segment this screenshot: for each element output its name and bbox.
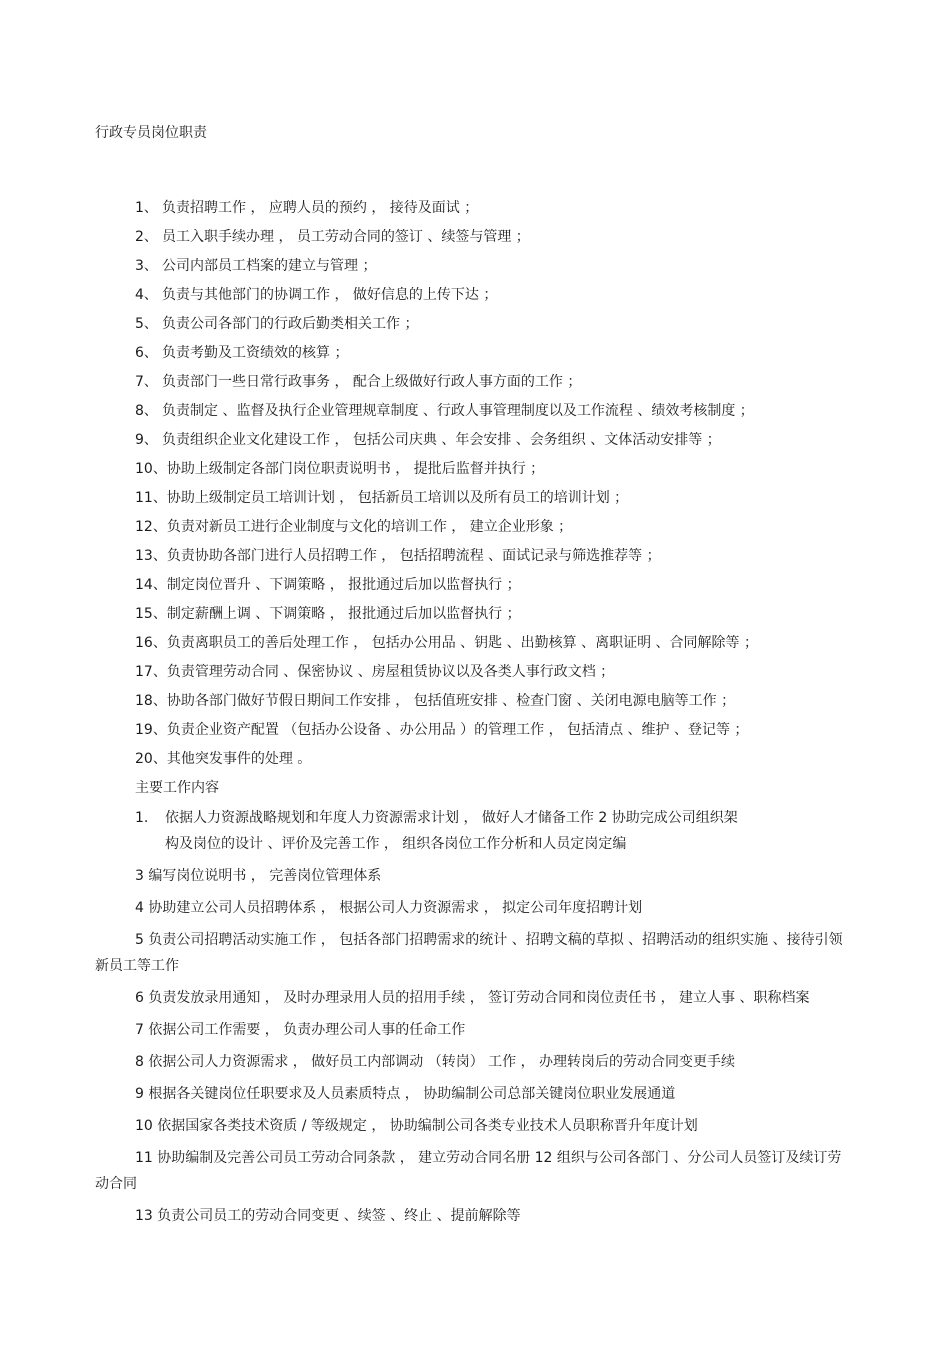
paragraph: 8 依据公司人力资源需求 ， 做好员工内部调动 （转岗） 工作 ， 办理转岗后的劳动合同变更手续: [135, 1054, 736, 1070]
item-text: 协助各部门做好节假日期间工作安排 ， 包括值班安排 、检查门窗 、关闭电源电脑等工作 ；: [166, 693, 736, 709]
list-item: [135, 662, 925, 691]
list-item: [135, 401, 925, 430]
item-number: 1、: [135, 200, 158, 216]
duties-list: [135, 198, 925, 778]
item-number: 12、: [135, 519, 167, 535]
item-text: 负责组织企业文化建设工作 ， 包括公司庆典 、年会安排 、会务组织 、文体活动安排等 ；: [162, 432, 721, 448]
item-number: 17、: [135, 664, 167, 680]
list-item: [135, 575, 925, 604]
list-item: [135, 285, 925, 314]
paragraph: 3 编写岗位说明书 ， 完善岗位管理体系: [135, 868, 382, 884]
paragraph: 10 依据国家各类技术资质 / 等级规定 ， 协助编制公司各类专业技术人员职称晋升年度计划: [135, 1118, 698, 1134]
item-number: 20、: [135, 751, 167, 767]
paragraph-line: 依据人力资源战略规划和年度人力资源需求计划 ， 做好人才储备工作 2 协助完成公司组织架: [165, 810, 738, 826]
paragraph: 6 负责发放录用通知 ， 及时办理录用人员的招用手续 ， 签订劳动合同和岗位责任书 ， 建立人事 、职称档案: [135, 990, 810, 1006]
item-text: 负责与其他部门的协调工作 ， 做好信息的上传下达 ；: [162, 287, 498, 303]
main-work-content: [95, 805, 845, 1229]
item-number: 9、: [135, 432, 158, 448]
list-item: [135, 256, 925, 285]
paragraph: 9 根据各关键岗位任职要求及人员素质特点 ， 协助编制公司总部关键岗位职业发展通道: [135, 1086, 676, 1102]
paragraph: 7 依据公司工作需要 ， 负责办理公司人事的任命工作: [135, 1022, 466, 1038]
item-text: 负责公司各部门的行政后勤类相关工作 ；: [162, 316, 419, 332]
item-number: 16、: [135, 635, 167, 651]
document-title: 行政专员岗位职责: [95, 125, 207, 141]
item-number: 13、: [135, 548, 167, 564]
item-text: 负责对新员工进行企业制度与文化的培训工作 ， 建立企业形象 ；: [166, 519, 573, 535]
item-text: 负责协助各部门进行人员招聘工作 ， 包括招聘流程 、面试记录与筛选推荐等 ；: [166, 548, 661, 564]
item-text: 负责部门一些日常行政事务 ， 配合上级做好行政人事方面的工作 ；: [162, 374, 582, 390]
item-number: 4、: [135, 287, 158, 303]
list-item: [135, 198, 925, 227]
item-number: 2、: [135, 229, 158, 245]
list-item: [135, 343, 925, 372]
list-item: [135, 372, 925, 401]
list-item: [135, 546, 925, 575]
item-text: 负责考勤及工资绩效的核算 ；: [162, 345, 349, 361]
list-item: [135, 314, 925, 343]
list-item: [135, 720, 925, 749]
paragraph: 13 负责公司员工的劳动合同变更 、续签 、终止 、提前解除等: [135, 1208, 521, 1224]
item-number: 14、: [135, 577, 167, 593]
item-text: 制定薪酬上调 、下调策略 ， 报批通过后加以监督执行 ；: [166, 606, 521, 622]
list-item: [135, 517, 925, 546]
item-text: 负责招聘工作 ， 应聘人员的预约 ， 接待及面试 ；: [162, 200, 479, 216]
item-text: 协助上级制定各部门岗位职责说明书 ， 提批后监督并执行 ；: [166, 461, 545, 477]
item-number: 1.: [135, 810, 149, 826]
item-text: 其他突发事件的处理 。: [166, 751, 312, 767]
item-text: 负责制定 、监督及执行企业管理规章制度 、行政人事管理制度以及工作流程 、绩效考核制度 ；: [162, 403, 754, 419]
item-text: 负责管理劳动合同 、保密协议 、房屋租赁协议以及各类人事行政文档 ；: [166, 664, 615, 680]
list-item: [135, 604, 925, 633]
paragraph: 11 协助编制及完善公司员工劳动合同条款 ， 建立劳动合同名册 12 组织与公司各部门 、分公司人员签订及续订劳动合同: [95, 1150, 842, 1192]
paragraph: 5 负责公司招聘活动实施工作 ， 包括各部门招聘需求的统计 、招聘文稿的草拟 、招聘活动的组织实施 、接待引领新员工等工作: [95, 932, 843, 974]
list-item: [135, 430, 925, 459]
list-item: [135, 488, 925, 517]
item-number: 10、: [135, 461, 167, 477]
item-number: 19、: [135, 722, 167, 738]
item-number: 3、: [135, 258, 158, 274]
item-text: 负责企业资产配置 （包括办公设备 、办公用品 ）的管理工作 ， 包括清点 、维护 、登记等 ；: [166, 722, 749, 738]
list-item: [135, 459, 925, 488]
list-item: [135, 633, 925, 662]
item-number: 11、: [135, 490, 167, 506]
item-text: 负责离职员工的善后处理工作 ， 包括办公用品 、钥匙 、出勤核算 、离职证明 、合同解除等 ；: [166, 635, 758, 651]
item-number: 18、: [135, 693, 167, 709]
item-text: 公司内部员工档案的建立与管理 ；: [162, 258, 377, 274]
item-text: 制定岗位晋升 、下调策略 ， 报批通过后加以监督执行 ；: [166, 577, 521, 593]
item-number: 15、: [135, 606, 167, 622]
paragraph: [95, 805, 845, 857]
item-text: 员工入职手续办理 ， 员工劳动合同的签订 、续签与管理 ；: [162, 229, 530, 245]
list-item: [135, 227, 925, 256]
list-item: [135, 691, 925, 720]
item-number: 8、: [135, 403, 158, 419]
item-number: 7、: [135, 374, 158, 390]
item-number: 5、: [135, 316, 158, 332]
item-number: 6、: [135, 345, 158, 361]
section-title: 主要工作内容: [135, 780, 219, 796]
paragraph: 4 协助建立公司人员招聘体系 ， 根据公司人力资源需求 ， 拟定公司年度招聘计划: [135, 900, 643, 916]
item-text: 协助上级制定员工培训计划 ， 包括新员工培训以及所有员工的培训计划 ；: [166, 490, 629, 506]
paragraph-line: 构及岗位的设计 、评价及完善工作 ， 组织各岗位工作分析和人员定岗定编: [165, 836, 627, 852]
list-item: [135, 749, 925, 778]
